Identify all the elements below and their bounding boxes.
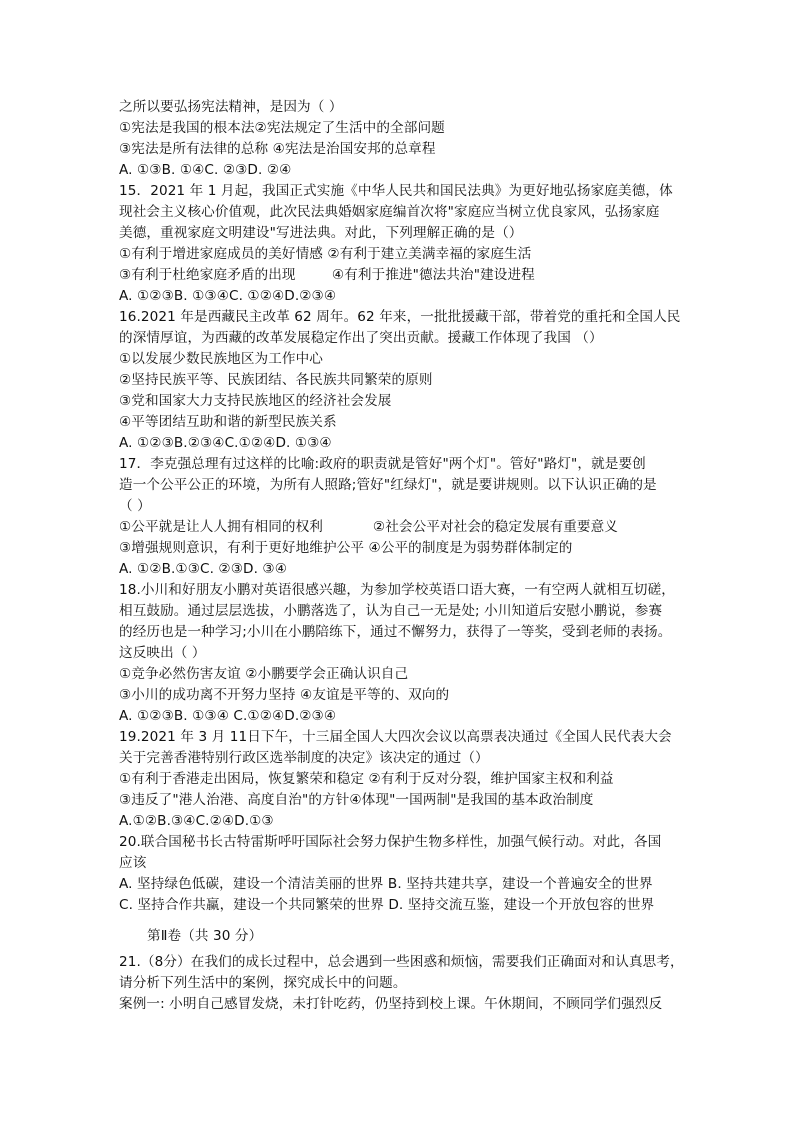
- text-line: A. ①②③B. ①③④ C.①②④D.②③④: [119, 708, 337, 724]
- text-line: C. 坚持合作共赢，建设一个共同繁荣的世界 D. 坚持交流互鉴，建设一个开放包容的世界: [119, 897, 655, 913]
- text-line: ③党和国家大力支持民族地区的经济社会发展: [119, 393, 392, 409]
- text-line: A. ①②③B. ①③④C. ①②④D.②③④: [119, 288, 337, 304]
- question-19: 19.2021 年 3 月 11日下午，十三届全国人大四次会议以高票表决通过《全国人民代表大会: [119, 729, 672, 745]
- text-line: ①竞争必然伤害友谊 ②小鹏要学会正确认识自己: [119, 666, 409, 682]
- text-line: 造一个公平公正的环境，为所有人照路;管好"红绿灯"，就是要讲规则。以下认识正确的是: [119, 477, 657, 493]
- text-line: ②坚持民族平等、民族团结、各民族共同繁荣的原则: [119, 372, 433, 388]
- text-line: 的深情厚谊，为西藏的改革发展稳定作出了突出贡献。援藏工作体现了我国 （）: [119, 330, 603, 346]
- text-line: 应该: [119, 855, 147, 871]
- text-line: ③小川的成功离不开努力坚持 ④友谊是平等的、双向的: [119, 687, 450, 703]
- question-15: 15．2021 年 1 月起，我国正式实施《中华人民共和国民法典》为更好地弘扬家庭美德，体: [119, 183, 673, 199]
- text-line: A. ①②③B.②③④C.①②④D. ①③④: [119, 435, 332, 451]
- text-line: ①有利于香港走出困局，恢复繁荣和稳定 ②有利于反对分裂，维护国家主权和利益: [119, 771, 614, 787]
- text-line: 相互鼓励。通过层层选拔，小鹏落选了，认为自己一无是处; 小川知道后安慰小鹏说，参赛: [119, 603, 663, 619]
- text-line: A.①②B.③④C.②④D.①③: [119, 813, 274, 829]
- question-17: 17．李克强总理有过这样的比喻:政府的职责就是管好"两个灯"。管好"路灯"，就是要创: [119, 456, 646, 472]
- text-line: A. ①③B. ①④C. ②③D. ②④: [119, 162, 292, 178]
- text-line: ③有利于杜绝家庭矛盾的出现 ④有利于推进"德法共治"建设进程: [119, 267, 535, 283]
- text-line: ③违反了"港人治港、高度自治"的方针④体现"一国两制"是我国的基本政治制度: [119, 792, 594, 808]
- text-line: 现社会主义核心价值观，此次民法典婚姻家庭编首次将"家庭应当树立优良家风，弘扬家庭: [119, 204, 660, 220]
- text-line: ①公平就是让人人拥有相同的权利 ②社会公平对社会的稳定发展有重要意义: [119, 519, 618, 535]
- text-line: ④平等团结互助和谐的新型民族关系: [119, 414, 337, 430]
- text-line: 美德，重视家庭文明建设"写进法典。对此，下列理解正确的是（）: [119, 225, 523, 241]
- text-line: 关于完善香港特别行政区选举制度的决定》该决定的通过（）: [119, 750, 489, 766]
- text-line: 之所以要弘扬宪法精神，是因为（ ）: [119, 99, 343, 115]
- text-line: ③增强规则意识，有利于更好地维护公平 ④公平的制度是为弱势群体制定的: [119, 540, 573, 556]
- question-16: 16.2021 年是西藏民主改革 62 周年。62 年来，一批批援藏干部，带着党的重托和全国人民: [119, 309, 681, 325]
- section-heading: 第Ⅱ卷（共 30 分）: [147, 928, 263, 944]
- text-line: ①有利于增进家庭成员的美好情感 ②有利于建立美满幸福的家庭生活: [119, 246, 532, 262]
- text-line: 这反映出（ ）: [119, 645, 206, 661]
- text-line: ①宪法是我国的根本法②宪法规定了生活中的全部问题: [119, 120, 445, 136]
- question-21: 21.（8分）在我们的成长过程中，总会遇到一些困惑和烦恼，需要我们正确面对和认真思考，: [119, 954, 684, 970]
- text-line: ①以发展少数民族地区为工作中心: [119, 351, 323, 367]
- text-line: ③宪法是所有法律的总称 ④宪法是治国安邦的总章程: [119, 141, 436, 157]
- text-line: A. 坚持绿色低碳，建设一个清洁美丽的世界 B. 坚持共建共享，建设一个普遍安全的世界: [119, 876, 653, 892]
- text-line: 请分析下列生活中的案例，探究成长中的问题。: [119, 975, 407, 991]
- text-line: A. ①②B.①③C. ②③D. ③④: [119, 561, 287, 577]
- text-line: 案例一: 小明自己感冒发烧，未打针吃药，仍坚持到校上课。午休期间，不顾同学们强烈反: [119, 996, 663, 1012]
- text-line: （ ）: [119, 498, 151, 514]
- question-18: 18.小川和好朋友小鹏对英语很感兴趣，为参加学校英语口语大赛，一有空两人就相互切磋，: [119, 582, 675, 598]
- question-20: 20.联合国秘书长古特雷斯呼吁国际社会努力保护生物多样性，加强气候行动。对此，各国: [119, 834, 662, 850]
- text-line: 的经历也是一种学习;小川在小鹏陪练下，通过不懈努力，获得了一等奖，受到老师的表扬。: [119, 624, 672, 640]
